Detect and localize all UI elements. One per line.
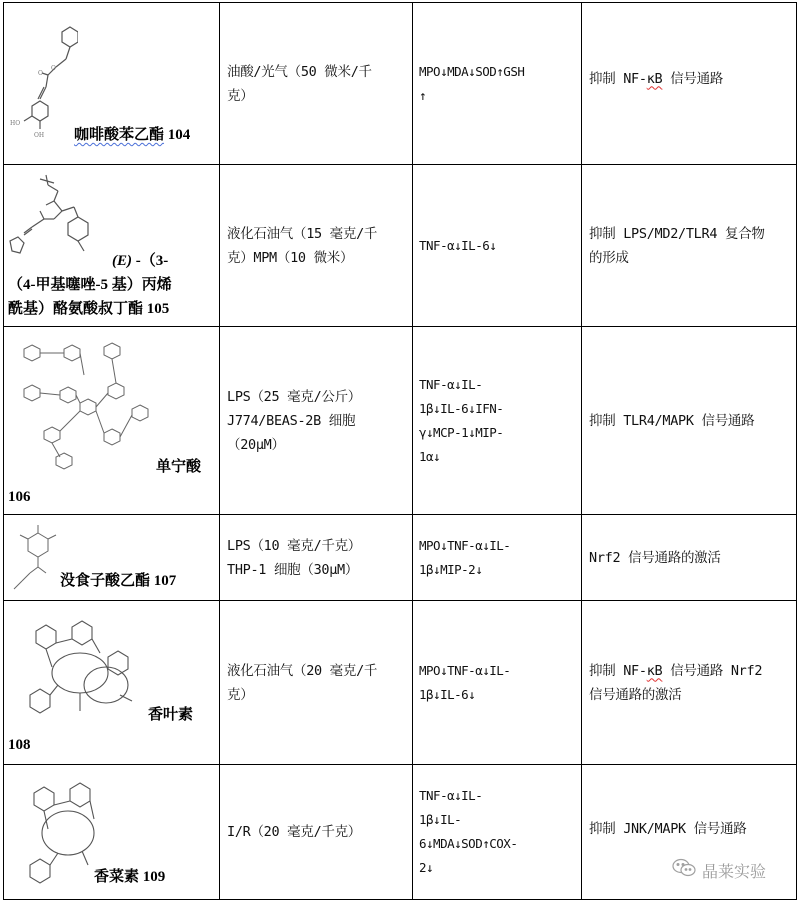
model-cell: 液化石油气（15 毫克/千 克）MPM（10 微米） — [220, 165, 413, 327]
watermark-text: 晶莱实验 — [702, 861, 767, 881]
model-cell: 油酸/光气（50 微米/千 克） — [220, 3, 413, 165]
mechanism-cell: 抑制 NF-κB 信号通路 — [582, 3, 797, 165]
compound-name: 香叶素 — [148, 707, 194, 723]
svg-text:O: O — [51, 65, 56, 72]
compound-cell — [4, 765, 220, 900]
mechanism-cell: 抑制 LPS/MD2/TLR4 复合物 的形成 — [582, 165, 797, 327]
compound-number: 108 — [8, 737, 31, 753]
model-cell: I/R（20 毫克/千克） — [220, 765, 413, 900]
table-row — [4, 3, 797, 165]
thiazole-acryloyl-tyrosine-ester-structure-icon — [6, 171, 106, 261]
markers-cell: TNF-α↓IL- 1β↓IL- 6↓MDA↓SOD↑COX- 2↓ — [413, 765, 582, 900]
markers-cell: TNF-α↓IL-6↓ — [413, 165, 582, 327]
compound-cell — [4, 601, 220, 765]
table-row — [4, 327, 797, 515]
mechanism-cell: 抑制 NF-κB 信号通路 Nrf2 信号通路的激活 — [582, 601, 797, 765]
compound-cell — [4, 3, 220, 165]
mechanism-cell: Nrf2 信号通路的激活 — [582, 515, 797, 601]
ethyl-gallate-structure-icon — [8, 519, 64, 595]
markers-cell: TNF-α↓IL- 1β↓IL-6↓IFN- γ↓MCP-1↓MIP- 1α↓ — [413, 327, 582, 515]
table-row — [4, 515, 797, 601]
table-row — [4, 165, 797, 327]
caffeic-acid-phenethyl-ester-structure-icon — [8, 15, 78, 145]
compound-name: 咖啡酸苯乙酯 104 — [74, 127, 191, 143]
compound-cell — [4, 515, 220, 601]
wechat-icon — [672, 858, 696, 882]
model-cell: LPS（10 毫克/千克） THP-1 细胞（30μM） — [220, 515, 413, 601]
geraniin-structure-icon — [10, 611, 150, 731]
compound-cell — [4, 165, 220, 327]
markers-cell: MPO↓TNF-α↓IL- 1β↓MIP-2↓ — [413, 515, 582, 601]
mechanism-cell: 抑制 JNK/MAPK 信号通路 — [582, 765, 797, 900]
model-cell: LPS（25 毫克/公斤） J774/BEAS-2B 细胞 （20μM） — [220, 327, 413, 515]
compound-name-line2: （4-甲基噻唑-5 基）丙烯 — [8, 277, 172, 293]
compound-name-line3: 酰基）酪氨酸叔丁酯 105 — [8, 301, 170, 317]
svg-text:O: O — [38, 70, 43, 77]
compound-name-line1: (E) -（3- — [112, 253, 169, 269]
watermark — [672, 858, 766, 882]
tannic-acid-structure-icon — [12, 335, 162, 475]
compound-table — [3, 2, 797, 900]
svg-text:OH: OH — [34, 132, 45, 139]
table-row — [4, 601, 797, 765]
markers-cell: MPO↓TNF-α↓IL- 1β↓IL-6↓ — [413, 601, 582, 765]
compound-number: 106 — [8, 489, 31, 505]
model-cell: 液化石油气（20 毫克/千 克） — [220, 601, 413, 765]
markers-cell: MPO↓MDA↓SOD↑GSH ↑ — [413, 3, 582, 165]
compound-name: 没食子酸乙酯 107 — [60, 573, 177, 589]
compound-name: 单宁酸 — [156, 459, 202, 475]
compound-name: 香菜素 109 — [94, 869, 166, 885]
svg-text:HO: HO — [10, 120, 21, 127]
compound-cell — [4, 327, 220, 515]
mechanism-cell: 抑制 TLR4/MAPK 信号通路 — [582, 327, 797, 515]
